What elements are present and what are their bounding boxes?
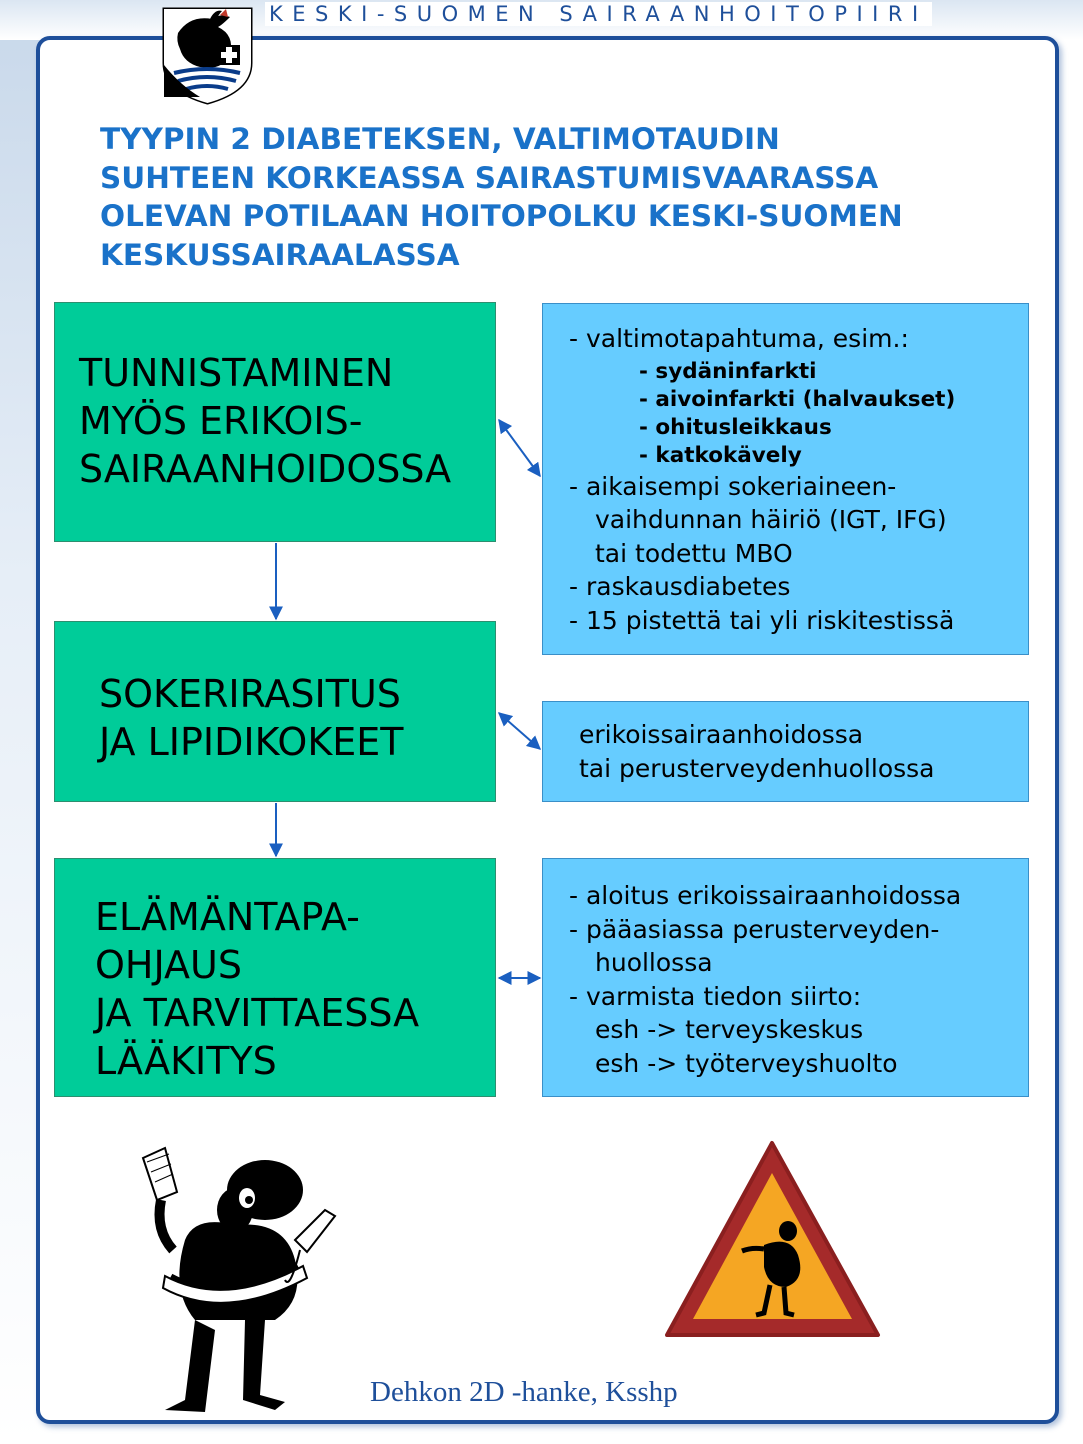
title-line: OLEVAN POTILAAN HOITOPOLKU KESKI-SUOMEN	[100, 199, 903, 233]
event-item: - katkokävely	[639, 442, 802, 468]
info-line: esh -> terveyskeskus	[595, 1015, 864, 1044]
info-line: - raskausdiabetes	[569, 572, 791, 601]
step-label-line: ELÄMÄNTAPA-	[95, 895, 360, 939]
info-line: - 15 pistettä tai yli riskitestissä	[569, 605, 955, 635]
step-box-glucose-lipid-tests	[54, 621, 496, 802]
page-title	[100, 120, 1020, 274]
info-line: - aloitus erikoissairaanhoidossa	[569, 881, 962, 910]
title-line: KESKUSSAIRAALASSA	[100, 237, 460, 272]
title-line: TYYPIN 2 DIABETEKSEN, VALTIMOTAUDIN	[100, 122, 780, 156]
warning-sign-overweight-figure-icon	[660, 1135, 885, 1345]
step-label-line: SAIRAANHOIDOSSA	[79, 447, 452, 491]
man-measuring-waist-icon	[125, 1140, 340, 1420]
info-line: esh -> työterveyshuolto	[595, 1048, 898, 1078]
info-line: tai todettu MBO	[595, 538, 793, 568]
step-box-identification	[54, 302, 496, 542]
organization-name: KESKI-SUOMEN SAIRAANHOITOPIIRI	[265, 2, 932, 26]
info-line: tai perusterveydenhuollossa	[579, 753, 935, 783]
info-line: - varmista tiedon siirto:	[569, 981, 862, 1011]
coat-of-arms-logo-icon	[160, 5, 255, 105]
info-line: - aikaisempi sokeriaineen-	[569, 471, 897, 501]
step-label-line: MYÖS ERIKOIS-	[79, 399, 363, 443]
step-label-line: TUNNISTAMINEN	[79, 351, 394, 395]
info-line: huollossa	[595, 948, 713, 977]
info-line: erikoissairaanhoidossa	[579, 720, 864, 749]
info-box-risk-criteria	[542, 303, 1029, 655]
info-line: vaihdunnan häiriö (IGT, IFG)	[595, 505, 947, 534]
step-label-line: JA TARVITTAESSA	[95, 991, 420, 1035]
event-item: - aivoinfarkti (halvaukset)	[639, 386, 956, 412]
title-line: SUHTEEN KORKEASSA SAIRASTUMISVAARASSA	[100, 160, 879, 195]
step-label-line: JA LIPIDIKOKEET	[99, 720, 404, 764]
event-item: - sydäninfarkti	[639, 358, 817, 384]
info-line: - valtimotapahtuma, esim.:	[569, 324, 909, 353]
step-box-lifestyle-guidance	[54, 858, 496, 1097]
step-label-line: LÄÄKITYS	[95, 1039, 277, 1083]
footer-credit: Dehkon 2D -hanke, Ksshp	[370, 1376, 678, 1408]
event-item: - ohitusleikkaus	[639, 414, 832, 440]
info-box-care-coordination	[542, 858, 1029, 1097]
step-label-line: SOKERIRASITUS	[99, 672, 401, 716]
info-box-test-location	[542, 701, 1029, 802]
info-line: - pääasiassa perusterveyden-	[569, 914, 940, 944]
step-label-line: OHJAUS	[95, 943, 242, 987]
